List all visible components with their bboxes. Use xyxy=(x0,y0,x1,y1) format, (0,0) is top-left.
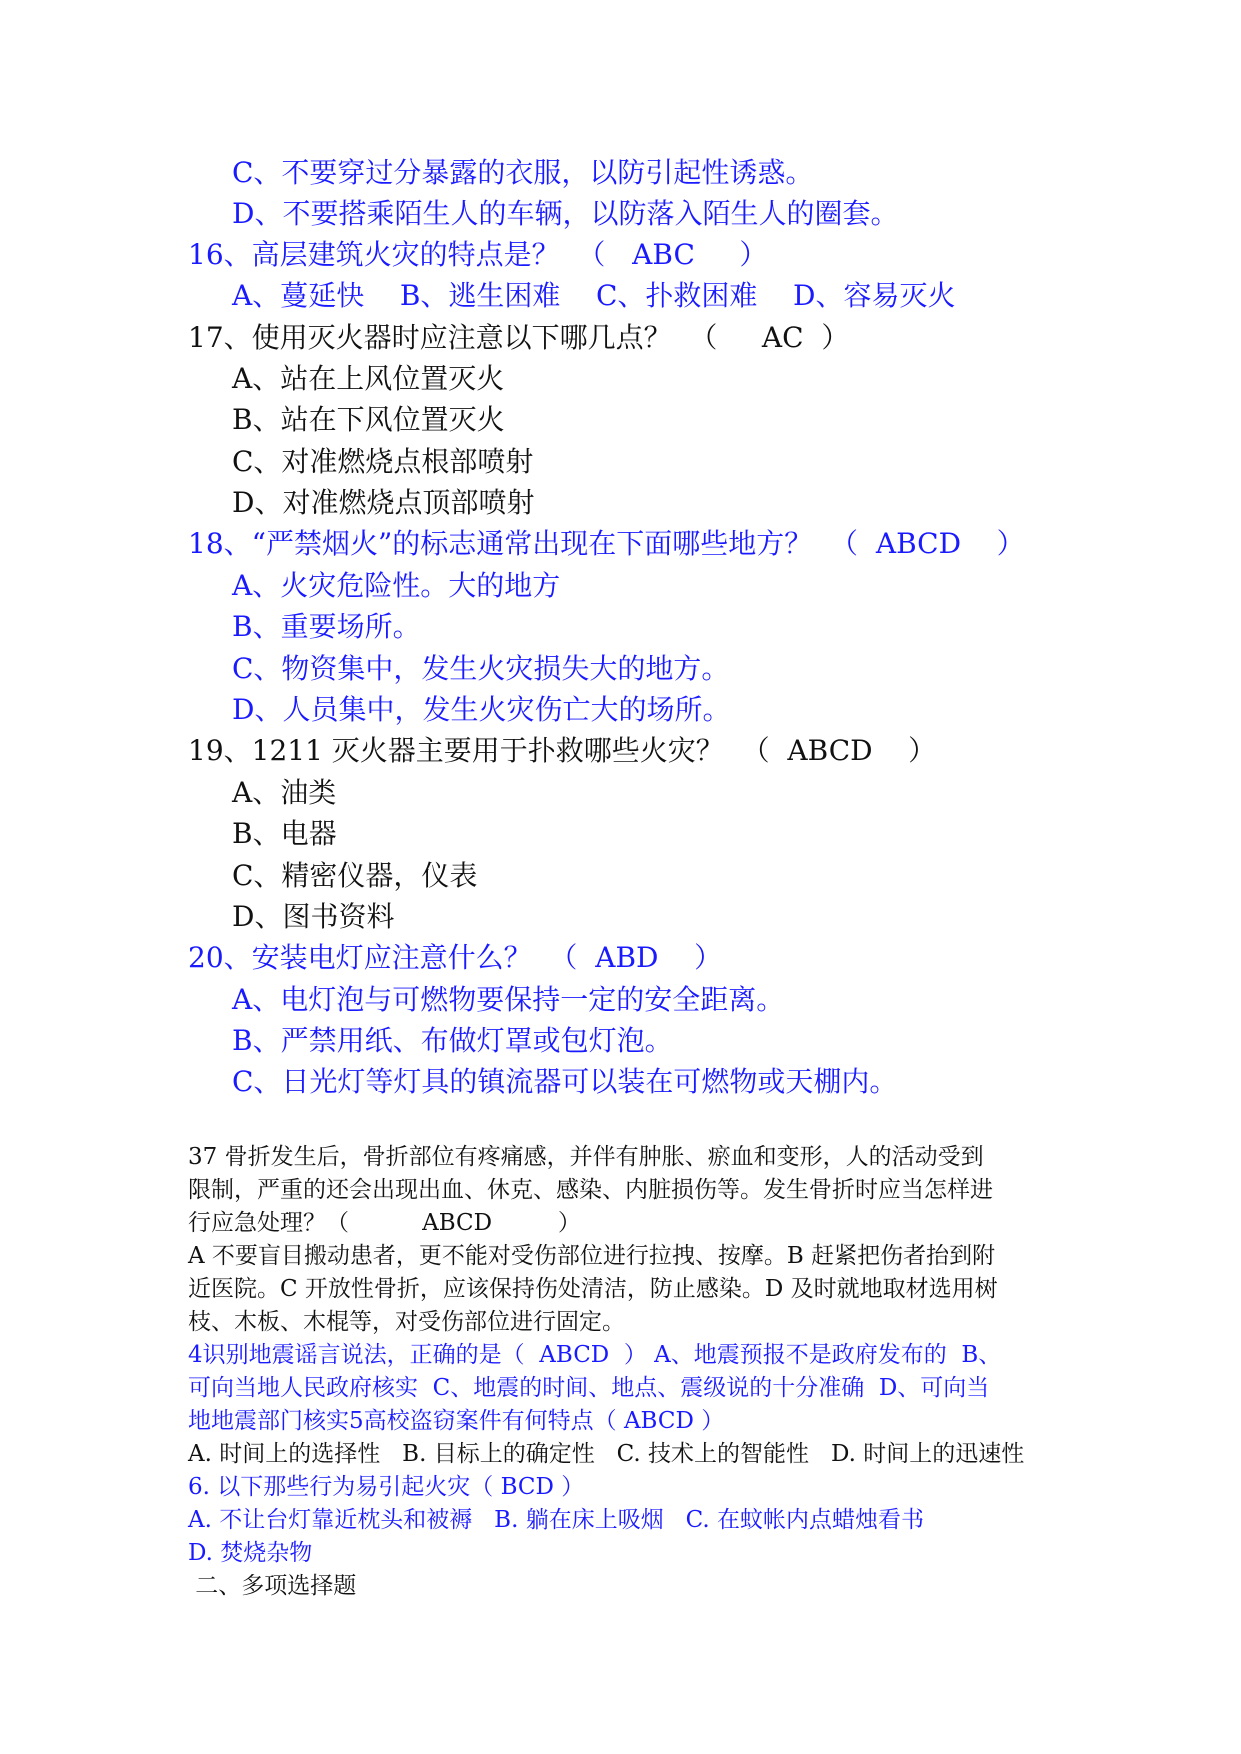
question-6: 6. 以下那些行为易引起火灾（ BCD ） xyxy=(188,1474,585,1500)
question-20-option-c: C、日光灯等灯具的镇流器可以装在可燃物或天棚内。 xyxy=(232,1065,898,1098)
question-16-options: A、蔓延快 B、逃生困难 C、扑救困难 D、容易灭火 xyxy=(232,279,956,312)
question-19-option-d: D、图书资料 xyxy=(232,900,395,933)
question-18-option-a: A、火灾危险性。大的地方 xyxy=(232,569,561,602)
question-37-options: 枝、木板、木棍等，对受伤部位进行固定。 xyxy=(188,1309,625,1335)
question-37-options: A 不要盲目搬动患者，更不能对受伤部位进行拉拽、按摩。B 赶紧把伤者抬到附 xyxy=(188,1243,996,1269)
question-17-option-a: A、站在上风位置灭火 xyxy=(232,362,505,395)
question-20-option-b: B、严禁用纸、布做灯罩或包灯泡。 xyxy=(232,1024,673,1057)
question-6-option-d: D. 焚烧杂物 xyxy=(188,1540,313,1566)
question-20-option-a: A、电灯泡与可燃物要保持一定的安全距离。 xyxy=(232,983,785,1016)
question-19-option-c: C、精密仪器，仪表 xyxy=(232,859,478,892)
question-4-tail: 地地震部门核实5高校盗窃案件有何特点（ ABCD ） xyxy=(188,1408,725,1434)
question-5-options: A. 时间上的选择性 B. 目标上的确定性 C. 技术上的智能性 D. 时间上的迅速性 xyxy=(188,1441,1025,1467)
question-17-option-d: D、对准燃烧点顶部喷射 xyxy=(232,486,535,519)
section-heading: 二、多项选择题 xyxy=(188,1573,357,1599)
question-20: 20、安装电灯应注意什么？ （ ABD ） xyxy=(188,941,723,974)
question-19: 19、1211 灭火器主要用于扑救哪些火灾？ （ ABCD ） xyxy=(188,734,937,767)
question-37-text: 37 骨折发生后，骨折部位有疼痛感，并伴有肿胀、瘀血和变形，人的活动受到 xyxy=(188,1144,984,1170)
question-37-text: 行应急处理？（ ABCD ） xyxy=(188,1210,581,1236)
question-4-5-text xyxy=(188,1410,724,1433)
question-17: 17、使用灭火器时应注意以下哪几点？ （ AC ） xyxy=(188,321,850,354)
question-4-text: 可向当地人民政府核实 C、地震的时间、地点、震级说的十分准确 D、可向当 xyxy=(188,1375,990,1401)
question-4-text: 4识别地震谣言说法，正确的是（ ABCD ） A、地震预报不是政府发布的 B、 xyxy=(188,1342,1002,1368)
option-line: D、不要搭乘陌生人的车辆，以防落入陌生人的圈套。 xyxy=(232,197,899,230)
question-17-option-b: B、站在下风位置灭火 xyxy=(232,403,505,436)
question-19-option-a: A、油类 xyxy=(232,776,337,809)
question-16: 16、高层建筑火灾的特点是？ （ ABC ） xyxy=(188,238,768,271)
question-18-option-b: B、重要场所。 xyxy=(232,610,421,643)
question-18-option-c: C、物资集中，发生火灾损失大的地方。 xyxy=(232,652,730,685)
question-37-options: 近医院。C 开放性骨折，应该保持伤处清洁，防止感染。D 及时就地取材选用树 xyxy=(188,1276,998,1302)
question-17-option-c: C、对准燃烧点根部喷射 xyxy=(232,445,534,478)
question-18-option-d: D、人员集中，发生火灾伤亡大的场所。 xyxy=(232,693,731,726)
question-37-text: 限制，严重的还会出现出血、休克、感染、内脏损伤等。发生骨折时应当怎样进 xyxy=(188,1177,993,1203)
question-18: 18、“严禁烟火”的标志通常出现在下面哪些地方？ （ ABCD ） xyxy=(188,527,1025,560)
option-line: C、不要穿过分暴露的衣服，以防引起性诱惑。 xyxy=(232,156,814,189)
question-19-option-b: B、电器 xyxy=(232,817,337,850)
question-6-options: A. 不让台灯靠近枕头和被褥 B. 躺在床上吸烟 C. 在蚊帐内点蜡烛看书 xyxy=(188,1507,925,1533)
